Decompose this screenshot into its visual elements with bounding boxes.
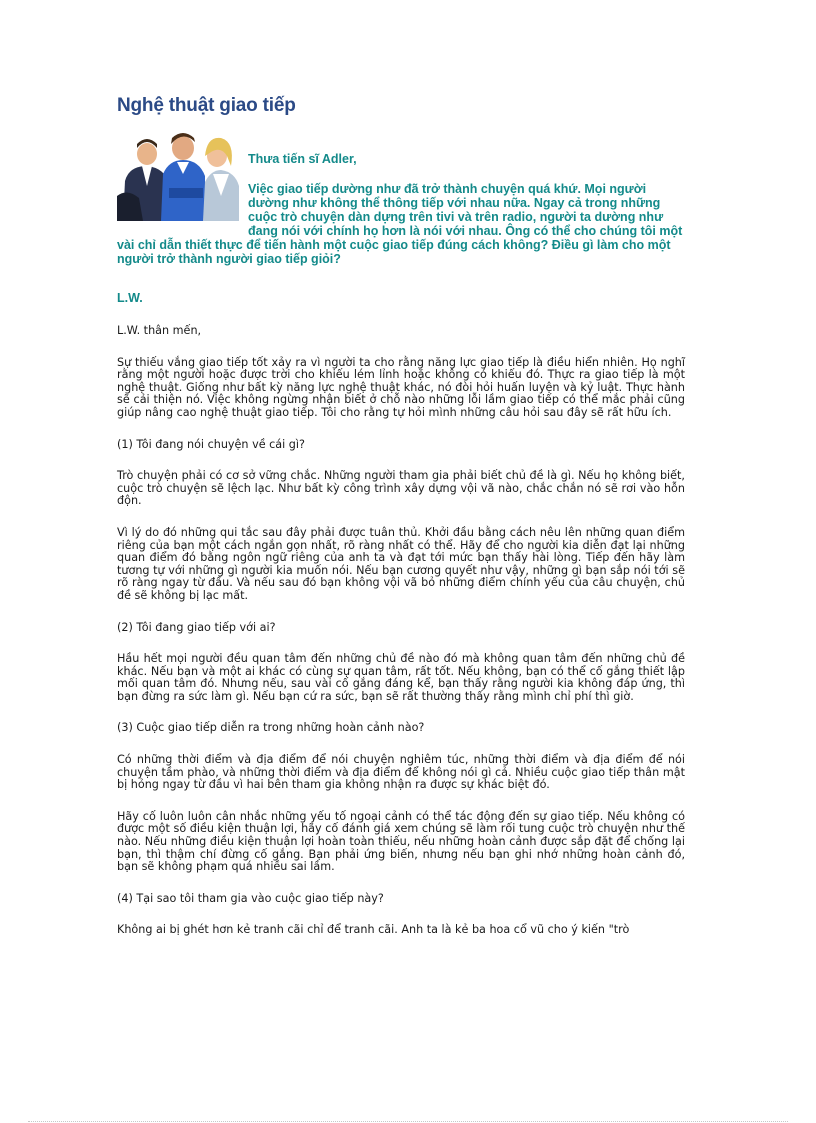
- question-heading-4: (4) Tại sao tôi tham gia vào cuộc giao tiếp này?: [117, 891, 384, 905]
- reply-paragraph: Hãy cố luôn luôn cân nhắc những yếu tố ngoại cảnh có thể tác động đến sự giao tiếp. Nếu không có được một số điều kiện thuận lợi, hãy cố đánh giá xem chúng sẽ làm rối tung cuộc trò chuyện như thế nào. Nếu những điều kiện thuận lợi hoàn toàn thiếu, nếu những hoàn cảnh được sắp đặt để chống lại bạn, thì thậm chí đừng cố gắng. Bạn phải ứng biến, nhưng nếu bạn ghi nhớ những hoàn cảnh đó, bạn sẽ không phạm quá nhiều sai lầm.: [117, 809, 685, 874]
- letter-salutation: Thưa tiến sĩ Adler,: [248, 152, 357, 166]
- letter-body: Việc giao tiếp dường như đã trở thành chuyện quá khứ. Mọi người dường như không thể thông tiếp với nhau nữa. Ngay cả trong những cuộc trò chuyện dàn dựng trên tivi và trên radio, người ta dường như đang nói với chính họ hơn là nói với nhau. Ông có thể cho chúng tôi một vài chỉ dẫn thiết thực để tiến hành một cuộc giao tiếp đúng cách không? Điều gì làm cho một người trở thành người giao tiếp giỏi?: [117, 182, 683, 266]
- reply-paragraph: Có những thời điểm và địa điểm để nói chuyện nghiêm túc, những thời điểm và địa điểm để nói chuyện tầm phào, và những thời điểm và địa điểm để không nói gì cả. Nhiều cuộc giao tiếp thân mật bị hỏng ngay từ đầu vì hai bên tham gia không nhận ra được sự khác biệt đó.: [117, 753, 685, 792]
- reply-paragraph: Không ai bị ghét hơn kẻ tranh cãi chỉ để tranh cãi. Anh ta là kẻ ba hoa cổ vũ cho ý kiến "trò: [117, 923, 630, 937]
- reply-greeting: L.W. thân mến,: [117, 324, 202, 337]
- question-heading-1: (1) Tôi đang nói chuyện về cái gì?: [117, 437, 305, 451]
- page-title: Nghệ thuật giao tiếp: [117, 95, 296, 116]
- image-wrap-spacer: [117, 182, 248, 238]
- page-footer-divider: [28, 1121, 788, 1122]
- letter-question: [117, 182, 685, 266]
- question-heading-3: (3) Cuộc giao tiếp diễn ra trong những hoàn cảnh nào?: [117, 721, 425, 735]
- reply-paragraph: Hầu hết mọi người đều quan tâm đến những chủ đề nào đó mà không quan tâm đến những chủ đề khác. Nếu bạn và một ai khác có cùng sự quan tâm, rất tốt. Nếu không, bạn có thể cố gắng thiết lập mối quan tâm đó. Nhưng nếu, sau vài cố gắng đáng kể, bạn thấy rằng người kia không đáp ứng, thì bạn đừng ra sức làm gì. Nếu bạn cứ ra sức, bạn sẽ rất thường thấy rằng mình chỉ phí thì giờ.: [117, 652, 685, 703]
- reply-body: [117, 325, 685, 956]
- letter-signature: L.W.: [117, 291, 143, 305]
- question-heading-2: (2) Tôi đang giao tiếp với ai?: [117, 620, 276, 634]
- reply-paragraph: Sự thiếu vắng giao tiếp tốt xảy ra vì người ta cho rằng năng lực giao tiếp là điều hiển nhiên. Họ nghĩ rằng một người hoặc được trời cho khiếu lém lỉnh hoặc không có khiếu đó. Thực ra giao tiếp là một nghệ thuật. Giống như bất kỳ năng lực nghệ thuật khác, nó đòi hỏi huấn luyện và kỷ luật. Thực hành sẽ cải thiện nó. Việc không ngừng nhận biết ở chỗ nào những lỗi lầm giao tiếp có thể mắc phải cũng giúp nâng cao nghệ thuật giao tiếp. Tôi cho rằng tự hỏi mình những câu hỏi sau đây sẽ rất hữu ích.: [117, 355, 685, 419]
- reply-paragraph: Vì lý do đó những qui tắc sau đây phải được tuân thủ. Khởi đầu bằng cách nêu lên những quan điểm riêng của bạn một cách ngắn gọn nhất, rõ ràng nhất có thể. Hãy để cho người kia diễn đạt lại những quan điểm đó bằng ngôn ngữ riêng của anh ta và đạt tới mức bạn thấy hài lòng. Tiếp đến hãy làm tương tự với những gì người kia muốn nói. Nếu bạn cương quyết như vậy, những gì bạn sắp nói tới sẽ rõ ràng ngay từ đầu. Và nếu sau đó bạn không vội vã bỏ những điểm chính yếu của câu chuyện, chủ đề sẽ không bị lạc mất.: [117, 525, 685, 602]
- reply-paragraph: Trò chuyện phải có cơ sở vững chắc. Những người tham gia phải biết chủ đề là gì. Nếu họ không biết, cuộc trò chuyện sẽ lệch lạc. Như bất kỳ công trình xây dựng vội vã nào, chắc chắn nó sẽ rơi vào hỗn độn.: [117, 469, 685, 508]
